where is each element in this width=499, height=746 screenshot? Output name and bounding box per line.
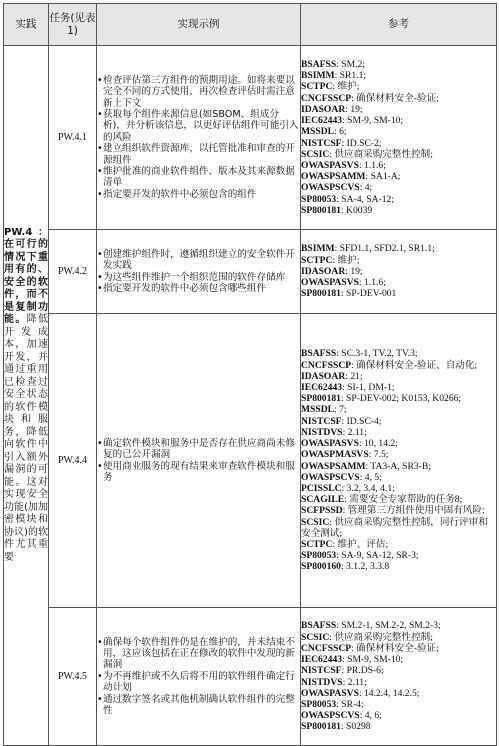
reference-entry: SCTPC: 维护; bbox=[301, 81, 360, 93]
reference-entry: NISTDVS: 2.11; bbox=[301, 426, 367, 438]
practice-table bbox=[3, 3, 497, 746]
reference-entry: CNCFSSCP: 确保材料安全-验证; bbox=[301, 642, 439, 654]
references-cell bbox=[301, 46, 497, 230]
reference-entry: OWASPSCVS: 4, 5; bbox=[301, 471, 382, 483]
reference-entry: BSAFSS: SM.2; bbox=[301, 59, 365, 71]
list-item: • 获取每个组件来源信息(如SBOM、组成分析)，并分析该信息，以更好评估组件可能引入的风险 bbox=[97, 109, 300, 143]
examples-cell bbox=[97, 314, 301, 608]
reference-entry: SCSIC: 供应商采购完整性控制，同行评审和安全测试; bbox=[301, 516, 488, 539]
practice-text: 降低开发成本，加速开发，并通过重用已检查过安全状态的软件模块和服务，降低向软件中引入额外漏洞的可能。这对实现安全功能(加加密模块和协议)的软件尤其重要 bbox=[4, 314, 49, 563]
reference-entry: BSAFSS: SM.2-1, SM.2-2, SM.2-3; bbox=[301, 620, 441, 632]
reference-entry: IEC62443: SM-9, SM-10; bbox=[301, 115, 404, 127]
table-row bbox=[4, 230, 497, 314]
reference-entry: OWASPASVS: 1.1.6; bbox=[301, 159, 386, 171]
reference-entry: OWASPMASVS: 7.5; bbox=[301, 449, 389, 461]
task-cell: PW.4.1 bbox=[49, 46, 97, 230]
reference-entry: BSAFSS: SC.3-1, TV.2, TV.3; bbox=[301, 348, 418, 360]
practice-cell bbox=[4, 46, 49, 746]
table-header-row bbox=[4, 4, 497, 46]
reference-entry: SCSIC: 供应商采购完整性控制; bbox=[301, 631, 433, 643]
reference-entry: BSIMM: SR1.1; bbox=[301, 70, 367, 82]
reference-entry: SP800181: SP-DEV-002; K0153, K0266; bbox=[301, 393, 462, 405]
references-cell bbox=[301, 314, 497, 608]
table-row bbox=[4, 46, 497, 230]
references-cell bbox=[301, 230, 497, 314]
list-item: • 确保每个软件组件仍是在维护的，并未结束不用，这应该包括在正在修改的软件中发现的新漏洞 bbox=[97, 637, 300, 671]
reference-entry: CNCFSSCP: 确保材料安全-验证; bbox=[301, 92, 439, 104]
reference-entry: PCISSLC: 3.2, 3.4, 4.1; bbox=[301, 482, 395, 494]
reference-entry: OWASPSCVS: 4, 6; bbox=[301, 710, 382, 722]
examples-cell bbox=[97, 230, 301, 314]
reference-entry: SP80053: SA-4, SA-12; bbox=[301, 193, 395, 205]
reference-entry: NISTDVS: 2.11; bbox=[301, 676, 367, 688]
list-item: • 使用商业服务的现有结果来审查软件模块和服务 bbox=[97, 461, 300, 484]
reference-entry: NISTCSF: ID.SC-2; bbox=[301, 137, 382, 149]
references-cell bbox=[301, 608, 497, 746]
reference-entry: SCTPC: 维护、评估; bbox=[301, 538, 389, 550]
reference-entry: MSSDL: 7; bbox=[301, 404, 347, 416]
reference-entry: OWASPASVS: 14.2.4, 14.2.5; bbox=[301, 687, 420, 699]
reference-entry: NISTCSF: PR.DS-6; bbox=[301, 665, 384, 677]
header-examples: 实现示例 bbox=[97, 4, 301, 46]
reference-entry: OWASPASVS: 10, 14.2; bbox=[301, 438, 398, 450]
reference-entry: CNCFSSCP: 确保材料安全-验证、自动化; bbox=[301, 359, 478, 371]
reference-entry: SCTPC: 维护; bbox=[301, 254, 360, 266]
reference-entry: BSIMM: SFD1.1, SFD2.1, SR1.1; bbox=[301, 243, 435, 255]
practice-id: PW.4： bbox=[4, 226, 48, 238]
table-row bbox=[4, 314, 497, 608]
list-item: • 指定要开发的软件中必须包含的组件 bbox=[97, 189, 300, 200]
list-item: • 检查评估第三方组件的预期用途。如将来要以完全不同的方式使用，再次检查评估时需注意新上下文 bbox=[97, 75, 300, 109]
header-references: 参考 bbox=[301, 4, 497, 46]
examples-cell bbox=[97, 46, 301, 230]
list-item: • 为不再维护或不久后将不用的软件组件确定行动计划 bbox=[97, 671, 300, 694]
reference-entry: OWASPSCVS: 4; bbox=[301, 182, 373, 194]
reference-entry: SCFPSSD: 管理第三方组件使用中固有风险; bbox=[301, 505, 485, 517]
reference-entry: IEC62443: SI-1, DM-1; bbox=[301, 382, 395, 394]
reference-entry: OWASPASVS: 1.1.6; bbox=[301, 277, 386, 289]
reference-entry: SCSIC: 供应商采购完整性控制; bbox=[301, 148, 433, 160]
reference-entry: SP800181: S0298 bbox=[301, 721, 371, 733]
reference-entry: IDASOAR: 19; bbox=[301, 265, 363, 277]
header-task: 任务(见表1) bbox=[49, 4, 97, 46]
list-item: • 维护批准的商业软件组件、版本及其来源数据清单 bbox=[97, 166, 300, 189]
reference-entry: SP800160: 3.1.2, 3.3.8 bbox=[301, 561, 390, 573]
list-item: • 指定要开发的软件中必须包含哪些组件 bbox=[97, 283, 300, 294]
list-item: • 为这些组件维护一个组织范围的软件存储库 bbox=[97, 272, 300, 283]
reference-entry: IEC62443: SM-9, SM-10; bbox=[301, 654, 404, 666]
table-row bbox=[4, 608, 497, 746]
list-item: • 创建维护组件时，遵循组织建立的安全软件开发实践 bbox=[97, 249, 300, 272]
list-item: • 通过数字签名或其他机制确认软件组件的完整性 bbox=[97, 694, 300, 717]
reference-entry: SP80053: SR-4; bbox=[301, 698, 364, 710]
reference-entry: OWASPSAMM: TA3-A, SR3-B; bbox=[301, 460, 431, 472]
header-practice: 实践 bbox=[4, 4, 49, 46]
reference-entry: SCAGILE: 需要安全专家帮助的任务8; bbox=[301, 494, 463, 506]
reference-entry: OWASPSAMM: SA1-A; bbox=[301, 171, 401, 183]
reference-entry: SP80053: SA-9, SA-12, SR-3; bbox=[301, 550, 419, 562]
examples-cell bbox=[97, 608, 301, 746]
reference-entry: NISTCSF: ID.SC-4; bbox=[301, 415, 382, 427]
reference-entry: IDASOAR: 19; bbox=[301, 103, 363, 115]
task-cell: PW.4.4 bbox=[49, 314, 97, 608]
practice-bold-text: 在可行的情况下重用有的、安全的软件，而不是复制功能。 bbox=[4, 239, 48, 326]
reference-entry: SP800181: K0039 bbox=[301, 204, 373, 216]
list-item: • 建立组织软件资源库，以托管批准和审查的开源组件 bbox=[97, 143, 300, 166]
task-cell: PW.4.2 bbox=[49, 230, 97, 314]
task-cell: PW.4.5 bbox=[49, 608, 97, 746]
reference-entry: MSSDL: 6; bbox=[301, 126, 347, 138]
reference-entry: IDASOAR: 21; bbox=[301, 370, 363, 382]
list-item: • 确定软件模块和服务中是否存在供应商尚未修复的已公开漏洞 bbox=[97, 438, 300, 461]
reference-entry: SP800181: SP-DEV-001 bbox=[301, 288, 397, 300]
